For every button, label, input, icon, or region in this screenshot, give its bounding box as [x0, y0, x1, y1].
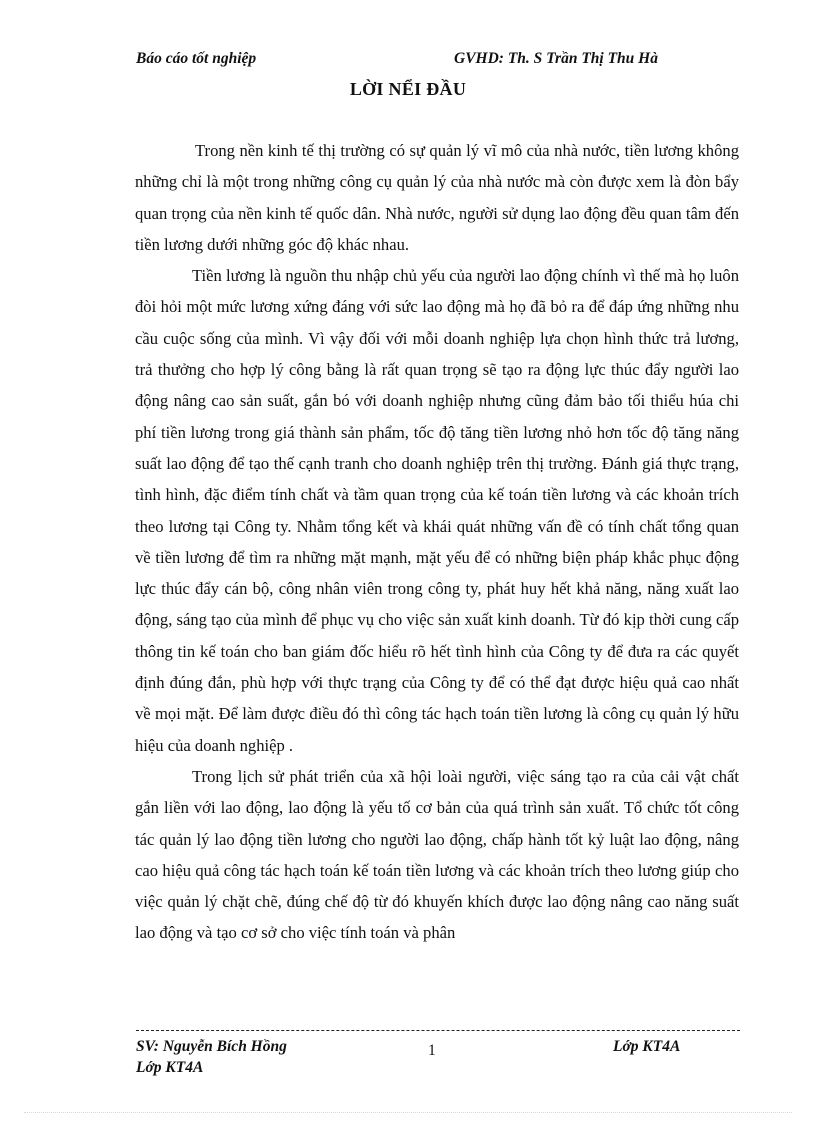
paragraph-3: Trong lịch sử phát triển của xã hội loài người, việc sáng tạo ra của cải vật chất gắn liền với lao động, lao động là yếu tố cơ bản của quá trình sản xuất. Tổ chức tốt công tác quản lý lao động tiền lương cho người lao động, chấp hành tốt kỷ luật lao động, nâng cao hiệu quả công tác hạch toán kế toán tiền lương và các khoản trích theo lương giúp cho việc quản lý chặt chẽ, đúng chế độ từ đó khuyến khích được lao động nâng cao năng suất lao động và tạo cơ sở cho việc tính toán và phân [135, 766, 739, 943]
header-advisor: GVHD: Th. S Trần Thị Thu Hà [454, 50, 658, 67]
document-body [135, 135, 739, 949]
footer-divider [136, 1030, 740, 1031]
paragraph-2: Tiền lương là nguồn thu nhập chủ yếu của người lao động chính vì thế mà họ luôn đòi hỏi một mức lương xứng đáng với sức lao động mà họ đã bỏ ra để đáp ứng những nhu cầu cuộc sống của mình. Vì vậy đối với mỗi doanh nghiệp lựa chọn hình thức trả lương, trả thưởng cho hợp lý công bằng là rất quan trọng sẽ tạo ra động lực thúc đẩy người lao động nâng cao sản suất, gắn bó với doanh nghiệp nhưng cũng đảm bảo tối thiểu húa chi phí tiền lương trong giá thành sản phẩm, tốc độ tăng tiền lương nhỏ hơn tốc độ tăng năng suất lao động để tạo thế cạnh tranh cho doanh nghiệp trên thị trường. Đánh giá thực trạng, tình hình, đặc điểm tính chất và tầm quan trọng của kế toán tiền lương và các khoản trích theo lương tại Công ty. Nhằm tổng kết và khái quát những vấn đề có tính chất tổng quan về tiền lương để tìm ra những mặt mạnh, mặt yếu để có những biện pháp khắc phục động lực thúc đẩy cán bộ, công nhân viên trong công ty, phát huy hết khả năng, năng xuất lao động, sáng tạo của mình để phục vụ cho việc sản xuất kinh doanh. Từ đó kịp thời cung cấp thông tin kế toán cho ban giám đốc hiểu rõ hết tình hình của Công ty để đưa ra các quyết định đúng đắn, phù hợp với thực trạng của Công ty để có thể đạt được hiệu quả cao nhất về mọi mặt. Để làm được điều đó thì công tác hạch toán tiền lương là công cụ quản lý hữu hiệu của doanh nghiệp . [135, 266, 739, 755]
footer-class-left: Lớp KT4A [136, 1059, 204, 1076]
page-number: 1 [428, 1042, 436, 1059]
page-bottom-border [24, 1112, 792, 1113]
paragraph-1: Trong nền kinh tế thị trường có sự quản lý vĩ mô của nhà nước, tiền lương không những chỉ là một trong những công cụ quản lý của nhà nước mà còn được xem là đòn bẩy quan trọng của nền kinh tế quốc dân. Nhà nước, người sử dụng lao động đều quan tâm đến tiền lương dưới những góc độ khác nhau. [135, 141, 739, 254]
footer-class-right: Lớp KT4A [613, 1038, 681, 1055]
page-title: LỜI NỂI ĐẦU [349, 79, 467, 99]
header-report-title: Báo cáo tốt nghiệp [136, 50, 257, 67]
footer-student-name: SV: Nguyễn Bích Hồng [136, 1038, 287, 1055]
